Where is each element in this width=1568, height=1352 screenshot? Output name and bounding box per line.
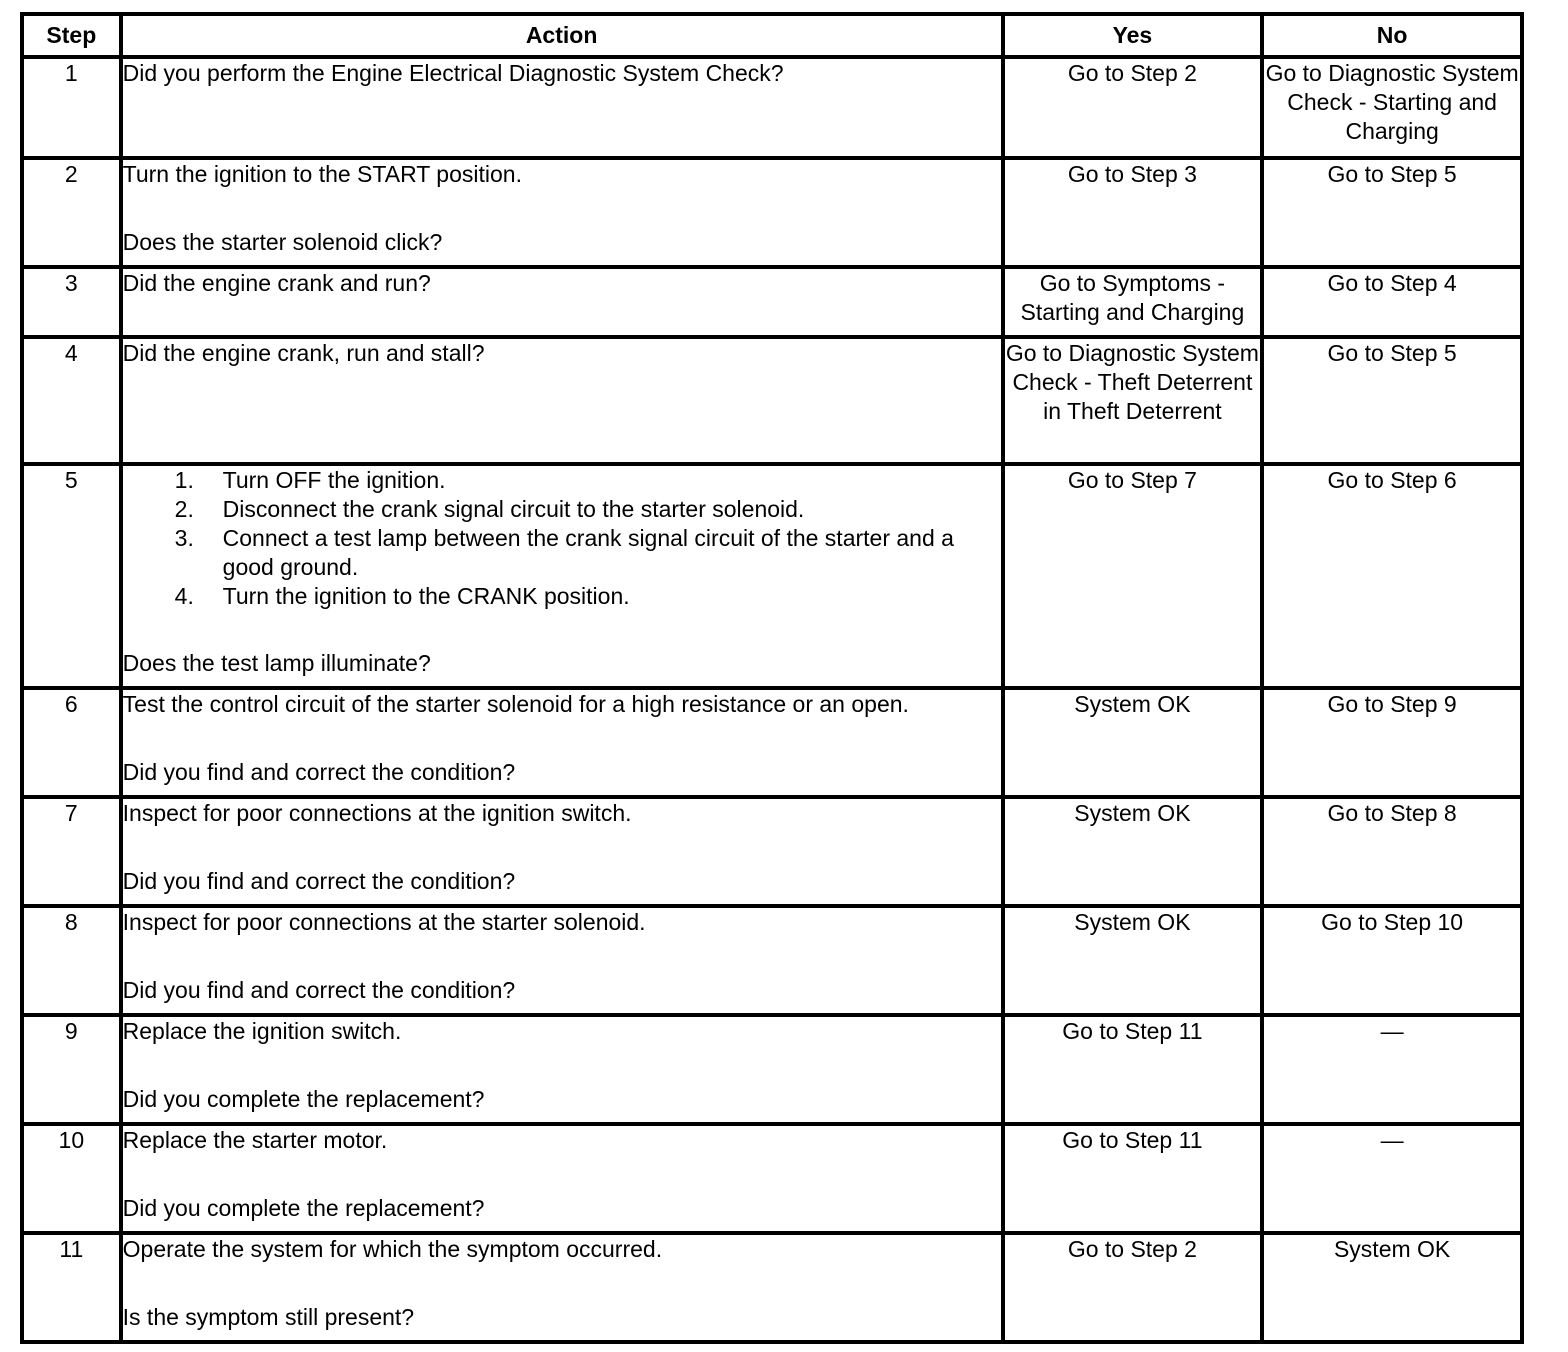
header-yes: Yes (1003, 14, 1263, 57)
procedure-list (123, 466, 1001, 611)
action-question: Does the test lamp illuminate? (122, 650, 431, 676)
action-cell (121, 267, 1003, 337)
table-row (22, 267, 1522, 337)
action-question: Did you find and correct the condition? (122, 977, 516, 1003)
table-row (22, 1124, 1522, 1233)
table-row (22, 337, 1522, 464)
step-number: 3 (22, 267, 121, 337)
step-number: 8 (22, 906, 121, 1015)
no-cell: — (1262, 1015, 1522, 1124)
step-number: 10 (22, 1124, 121, 1233)
no-cell: Go to Step 5 (1262, 337, 1522, 464)
list-text: Connect a test lamp between the crank signal circuit of the starter and a good ground. (222, 525, 954, 580)
table-row (22, 797, 1522, 906)
list-item (175, 524, 1001, 582)
action-cell (121, 906, 1003, 1015)
yes-cell: System OK (1003, 906, 1263, 1015)
action-text: Replace the starter motor. (122, 1127, 388, 1153)
step-number: 11 (22, 1233, 121, 1342)
action-text: Did the engine crank and run? (122, 270, 431, 296)
table-row (22, 464, 1522, 688)
action-text: Replace the ignition switch. (122, 1018, 402, 1044)
step-number: 1 (22, 57, 121, 158)
action-question: Did you find and correct the condition? (122, 868, 516, 894)
yes-cell: Go to Step 11 (1003, 1124, 1263, 1233)
table-row (22, 158, 1522, 267)
list-text: Disconnect the crank signal circuit to the starter solenoid. (222, 496, 805, 522)
action-question: Did you complete the replacement? (122, 1195, 485, 1221)
action-text: Did the engine crank, run and stall? (122, 340, 485, 366)
action-cell (121, 337, 1003, 464)
table-row (22, 57, 1522, 158)
action-question: Does the starter solenoid click? (122, 229, 443, 255)
action-cell (121, 57, 1003, 158)
list-item (175, 495, 1001, 524)
action-question: Did you find and correct the condition? (122, 759, 516, 785)
no-cell: Go to Step 4 (1262, 267, 1522, 337)
table-row (22, 1233, 1522, 1342)
yes-cell: Go to Step 2 (1003, 1233, 1263, 1342)
yes-cell: Go to Symptoms - Starting and Charging (1003, 267, 1263, 337)
table-row (22, 906, 1522, 1015)
list-item (175, 466, 1001, 495)
action-text: Turn the ignition to the START position. (122, 161, 522, 187)
list-item (175, 582, 1001, 611)
action-cell (121, 1015, 1003, 1124)
yes-cell: Go to Step 11 (1003, 1015, 1263, 1124)
list-number: 1. (174, 467, 194, 493)
action-text: Operate the system for which the symptom occurred. (122, 1236, 663, 1262)
action-text: Inspect for poor connections at the ignition switch. (122, 800, 632, 826)
step-number: 7 (22, 797, 121, 906)
action-question: Is the symptom still present? (122, 1304, 415, 1330)
action-cell (121, 1124, 1003, 1233)
table-row (22, 688, 1522, 797)
diagnostic-table (20, 12, 1524, 1344)
action-text: Test the control circuit of the starter solenoid for a high resistance or an open. (122, 691, 909, 717)
header-row (22, 14, 1522, 57)
yes-cell: Go to Step 7 (1003, 464, 1263, 688)
action-cell (121, 1233, 1003, 1342)
yes-cell: Go to Step 2 (1003, 57, 1263, 158)
step-number: 6 (22, 688, 121, 797)
no-cell: — (1262, 1124, 1522, 1233)
list-text: Turn the ignition to the CRANK position. (222, 583, 630, 609)
header-step: Step (22, 14, 121, 57)
list-number: 2. (174, 496, 194, 522)
no-cell: Go to Step 5 (1262, 158, 1522, 267)
action-text: Did you perform the Engine Electrical Diagnostic System Check? (122, 60, 784, 86)
action-cell (121, 158, 1003, 267)
no-cell: Go to Diagnostic System Check - Starting and Charging (1262, 57, 1522, 158)
step-number: 2 (22, 158, 121, 267)
list-number: 3. (174, 525, 194, 551)
step-number: 4 (22, 337, 121, 464)
yes-cell: Go to Diagnostic System Check - Theft Deterrent in Theft Deterrent (1003, 337, 1263, 464)
header-no: No (1262, 14, 1522, 57)
action-question: Did you complete the replacement? (122, 1086, 485, 1112)
no-cell: System OK (1262, 1233, 1522, 1342)
action-cell (121, 797, 1003, 906)
no-cell: Go to Step 6 (1262, 464, 1522, 688)
yes-cell: System OK (1003, 797, 1263, 906)
list-number: 4. (174, 583, 194, 609)
list-text: Turn OFF the ignition. (222, 467, 446, 493)
no-cell: Go to Step 10 (1262, 906, 1522, 1015)
table-row (22, 1015, 1522, 1124)
yes-cell: System OK (1003, 688, 1263, 797)
header-action: Action (121, 14, 1003, 57)
no-cell: Go to Step 8 (1262, 797, 1522, 906)
no-cell: Go to Step 9 (1262, 688, 1522, 797)
step-number: 5 (22, 464, 121, 688)
action-text: Inspect for poor connections at the starter solenoid. (122, 909, 646, 935)
action-cell (121, 688, 1003, 797)
yes-cell: Go to Step 3 (1003, 158, 1263, 267)
action-cell (121, 464, 1003, 688)
step-number: 9 (22, 1015, 121, 1124)
